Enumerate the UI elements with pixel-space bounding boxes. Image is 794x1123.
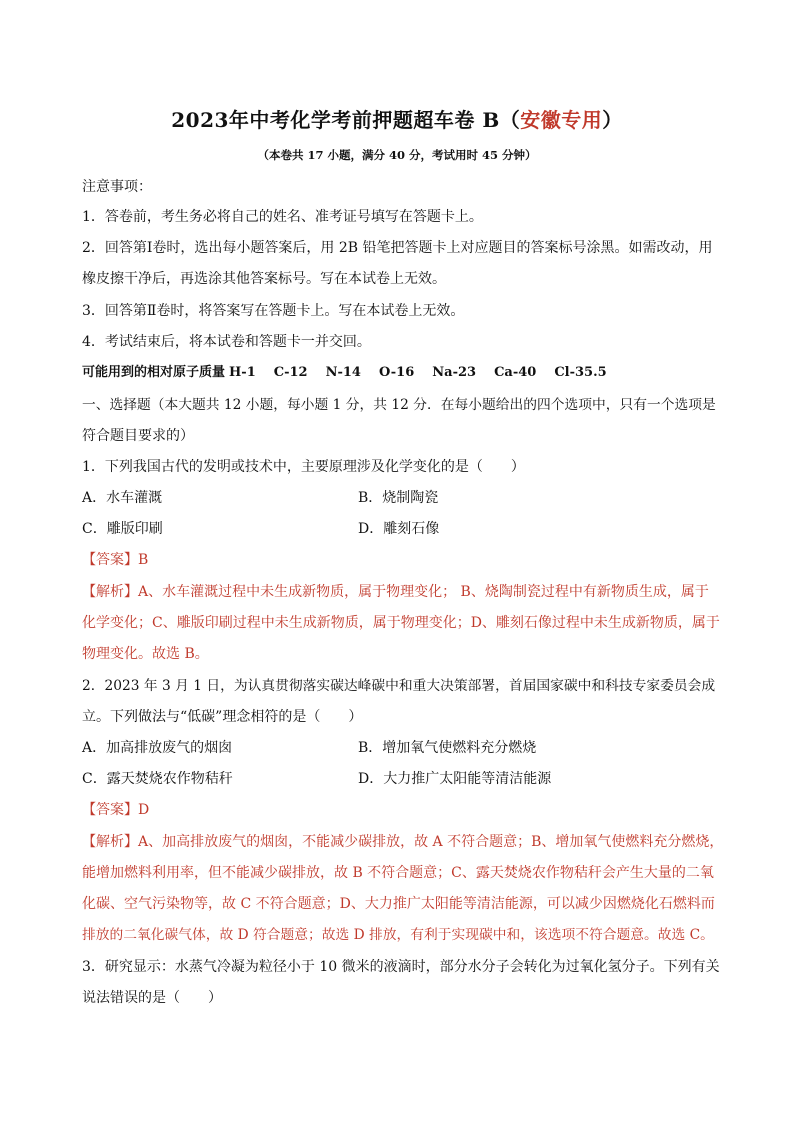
page-title <box>0 104 794 133</box>
atomic-mass-label: 可能用到的相对原子质量 <box>82 365 226 380</box>
option-b: B．烧制陶瓷 <box>358 490 439 506</box>
atomic-mass-item: Ca-40 <box>494 365 537 380</box>
option-d: D．大力推广太阳能等清洁能源 <box>358 771 552 787</box>
atomic-mass-item: O-16 <box>378 365 415 380</box>
note-item: 橡皮擦干净后，再选涂其他答案标号。写在本试卷上无效。 <box>82 271 446 287</box>
section-heading: 一、选择题（本大题共 12 小题，每小题 1 分，共 12 分．在每小题给出的四个选项中，只有一个选项是 <box>82 397 716 413</box>
option-b: B．增加氧气使燃料充分燃烧 <box>358 740 537 756</box>
notes-heading: 注意事项： <box>82 179 152 195</box>
option-c: C．雕版印刷 <box>82 521 163 537</box>
analysis-line: 物理变化。故选 B。 <box>82 646 209 662</box>
analysis-line: 化碳、空气污染物等，故 C 不符合题意；D、大力推广太阳能等清洁能源，可以减少因燃烧化石燃料而 <box>82 896 715 912</box>
atomic-mass-item: H-1 <box>229 365 256 380</box>
exam-info: （本卷共 17 小题，满分 40 分，考试用时 45 分钟） <box>257 148 537 162</box>
question-stem: 3．研究显示：水蒸气冷凝为粒径小于 10 微米的液滴时，部分水分子会转化为过氧化氢分子。下列有关 <box>82 959 720 975</box>
atomic-mass-item: C-12 <box>273 365 308 380</box>
question-stem: 2．2023 年 3 月 1 日，为认真贯彻落实碳达峰碳中和重大决策部署，首届国家碳中和科技专家委员会成 <box>82 678 716 694</box>
analysis-line: 排放的二氧化碳气体，故 D 符合题意；故选 D 排放，有利于实现碳中和，该选项不符合题意。故选 C。 <box>82 927 714 943</box>
option-a: A．水车灌溉 <box>82 490 163 506</box>
analysis-line: 【解析】A、水车灌溉过程中未生成新物质，属于物理变化； B、烧陶制瓷过程中有新物质生成，属于 <box>82 584 709 600</box>
answer-line: 【答案】D <box>82 802 150 818</box>
atomic-mass-item: Na-23 <box>432 365 477 380</box>
question-stem: 1．下列我国古代的发明或技术中，主要原理涉及化学变化的是（ ） <box>82 459 525 475</box>
analysis-line: 能增加燃料利用率，但不能减少碳排放，故 B 不符合题意；C、露天焚烧农作物秸秆会产生大量的二氧 <box>82 865 714 881</box>
option-d: D．雕刻石像 <box>358 521 440 537</box>
atomic-mass-item: Cl-35.5 <box>554 365 607 380</box>
title-main: 2023年中考化学考前押题超车卷 B（ <box>171 108 521 132</box>
question-stem: 立。下列做法与“低碳”理念相符的是（ ） <box>82 709 363 725</box>
question-stem: 说法错误的是（ ） <box>82 990 222 1006</box>
note-item: 2．回答第Ⅰ卷时，选出每小题答案后，用 2B 铅笔把答题卡上对应题目的答案标号涂黑。如需改动，用 <box>82 240 713 256</box>
atomic-mass-item: N-14 <box>325 365 361 380</box>
note-item: 3．回答第Ⅱ卷时，将答案写在答题卡上。写在本试卷上无效。 <box>82 303 465 319</box>
note-item: 4．考试结束后，将本试卷和答题卡一并交回。 <box>82 334 371 350</box>
title-close: ） <box>602 108 623 132</box>
analysis-line: 【解析】A、加高排放废气的烟囱，不能减少碳排放，故 A 不符合题意；B、增加氧气使燃料充分燃烧， <box>82 834 724 850</box>
note-item: 1．答卷前，考生务必将自己的姓名、准考证号填写在答题卡上。 <box>82 209 483 225</box>
answer-line: 【答案】B <box>82 552 149 568</box>
section-heading: 符合题目要求的） <box>82 428 194 444</box>
option-c: C．露天焚烧农作物秸秆 <box>82 771 233 787</box>
analysis-line: 化学变化；C、雕版印刷过程中未生成新物质，属于物理变化；D、雕刻石像过程中未生成新物质，属于 <box>82 615 720 631</box>
atomic-mass-line <box>82 364 722 382</box>
option-a: A．加高排放废气的烟囱 <box>82 740 233 756</box>
title-accent: 安徽专用 <box>520 108 603 132</box>
